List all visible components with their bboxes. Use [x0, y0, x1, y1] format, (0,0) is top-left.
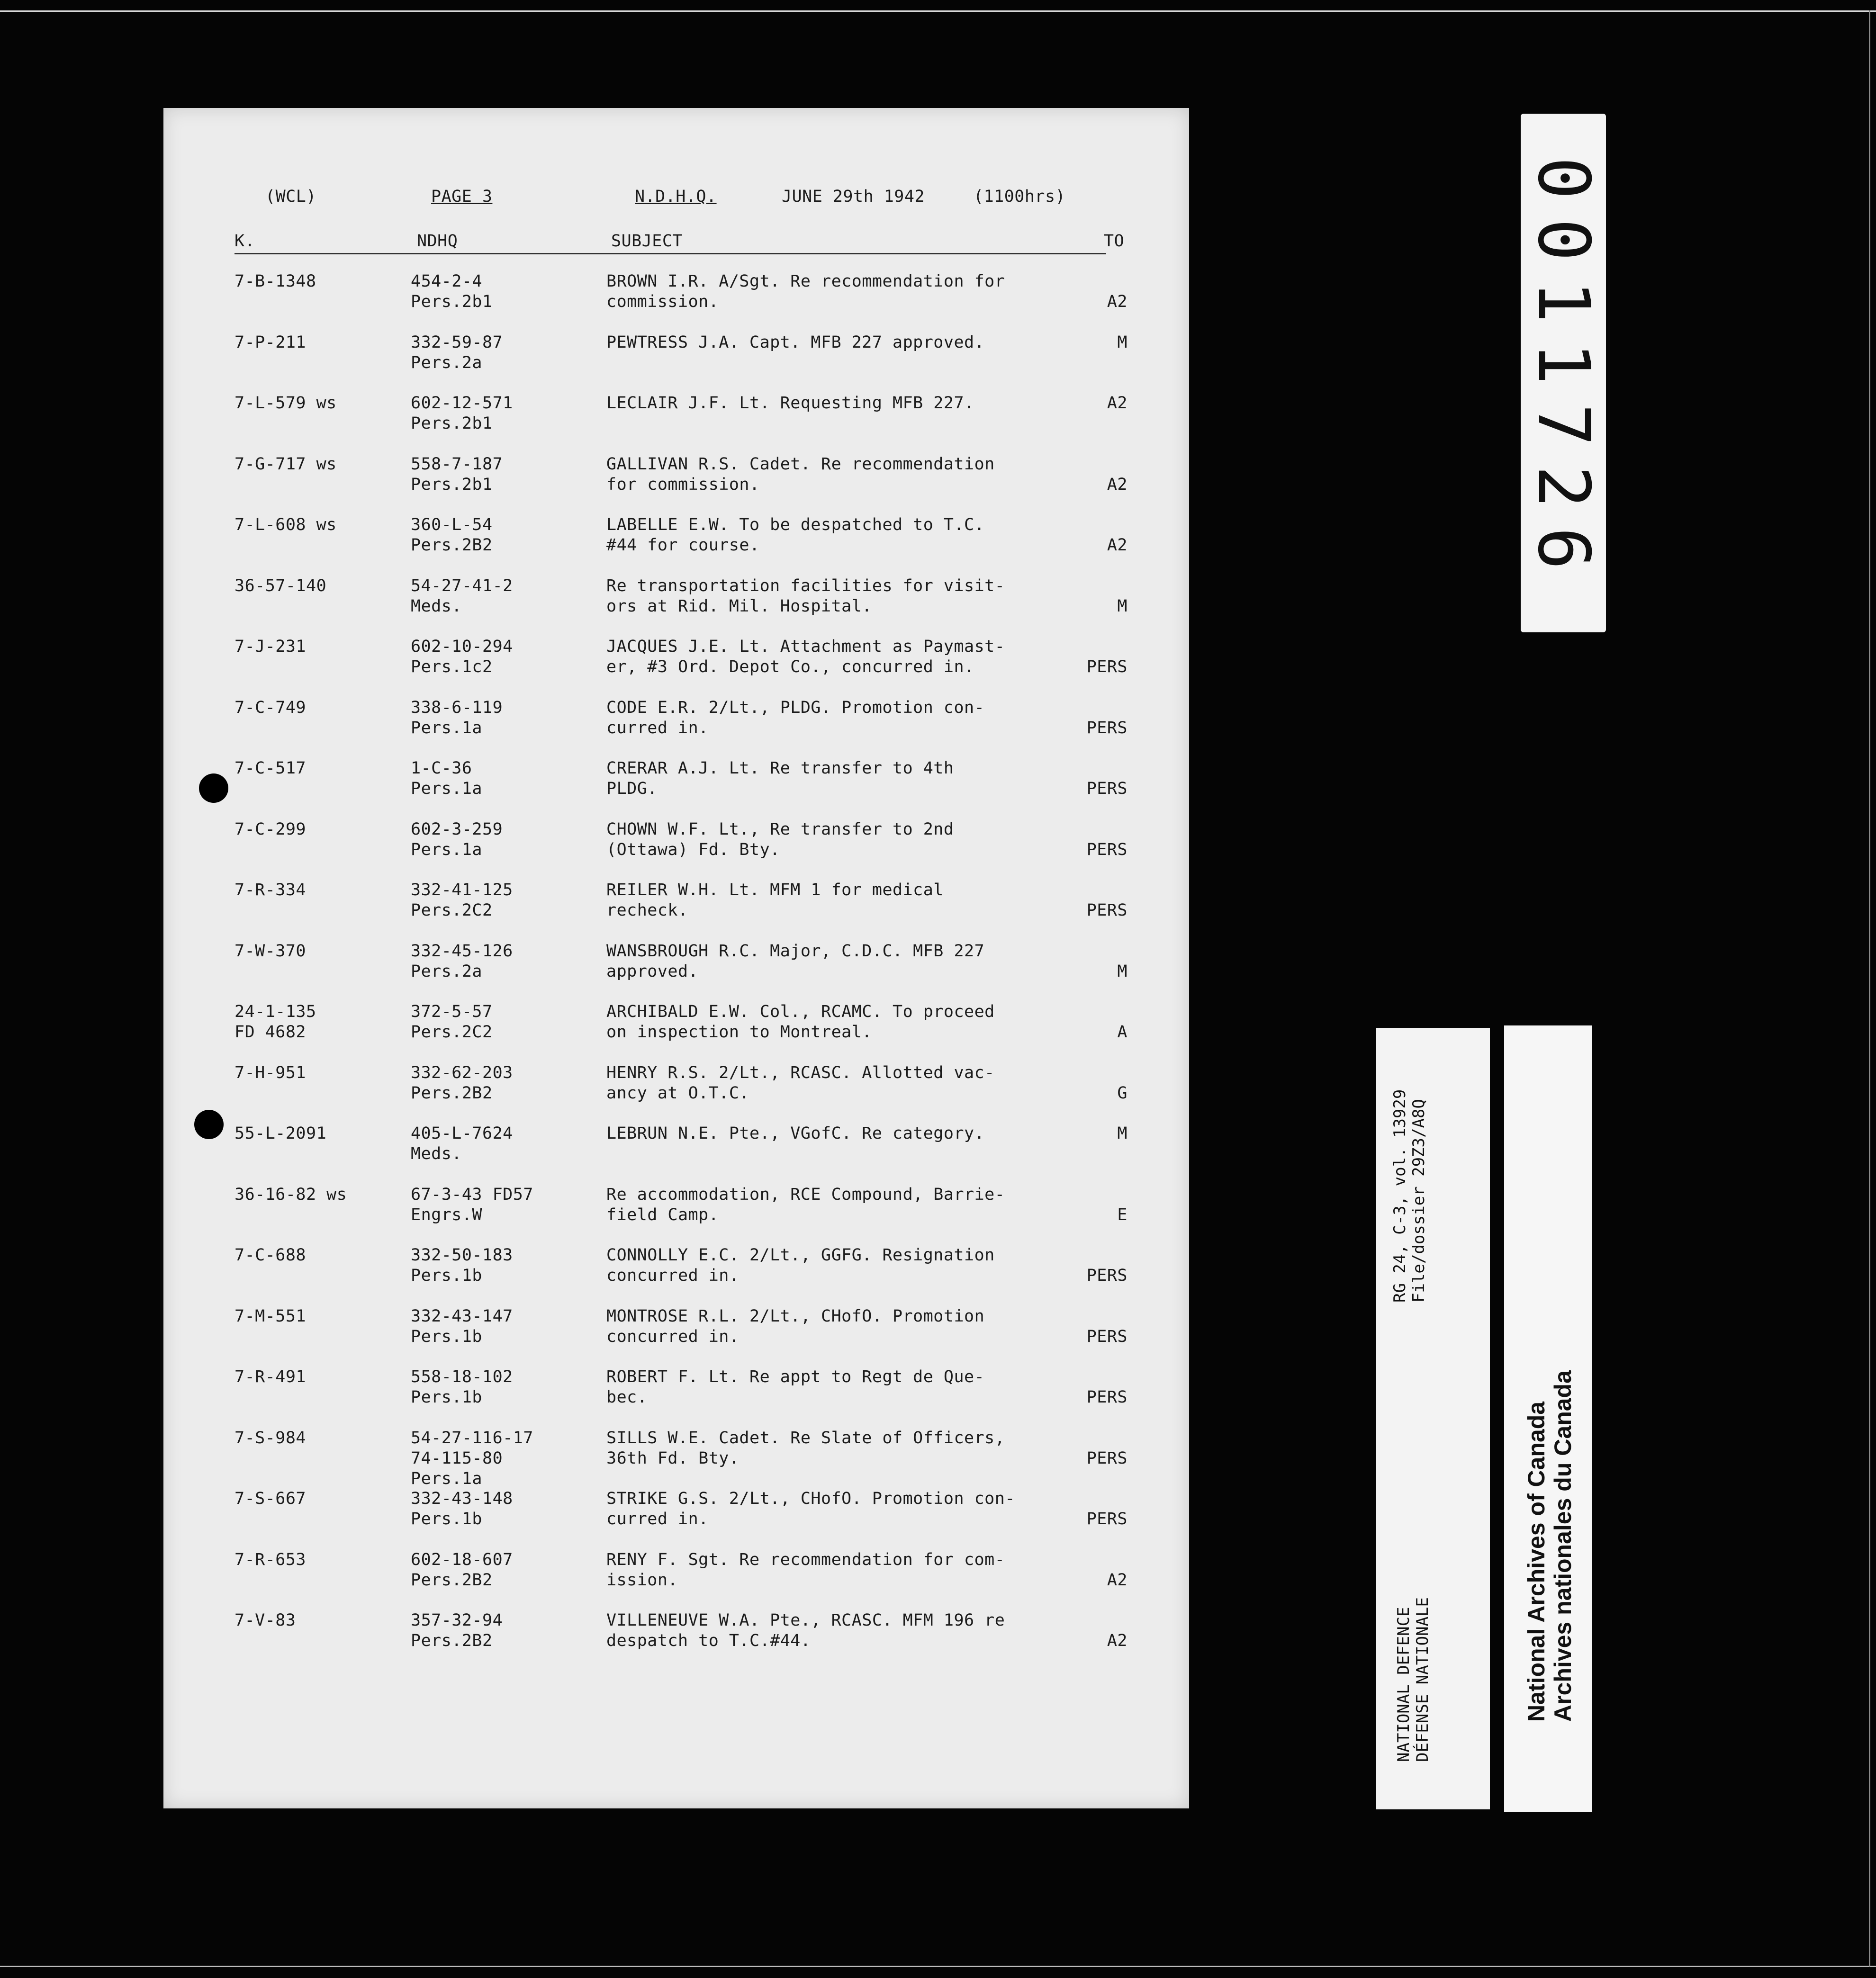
k-number-line: 7-R-334	[234, 881, 307, 899]
ndhq-file-line: Meds.	[411, 597, 462, 616]
subject-text	[606, 393, 1118, 414]
subject-text-line: CODE E.R. 2/Lt., PLDG. Promotion con-	[606, 698, 985, 717]
frame-border-right	[1869, 10, 1870, 1967]
k-number	[234, 1367, 405, 1387]
routing-to: PERS	[1086, 1388, 1127, 1407]
routing-to: PERS	[1086, 1510, 1127, 1528]
subject-text-line: er, #3 Ord. Depot Co., concurred in.	[606, 657, 974, 676]
ndhq-file-line: Pers.2a	[411, 962, 483, 981]
routing-to: A2	[1107, 1571, 1127, 1590]
ndhq-file	[411, 1306, 610, 1347]
ndhq-file	[411, 819, 610, 860]
k-number-line: 7-S-984	[234, 1429, 307, 1448]
routing-to: A2	[1107, 475, 1127, 494]
k-number	[234, 880, 405, 900]
routing-to: PERS	[1086, 840, 1127, 859]
subject-text-line: LECLAIR J.F. Lt. Requesting MFB 227.	[606, 394, 974, 413]
k-number	[234, 1610, 405, 1631]
subject-text-line: on inspection to Montreal.	[606, 1023, 872, 1042]
routing-to: A2	[1107, 394, 1127, 413]
header-time: (1100hrs)	[974, 187, 1066, 206]
k-number	[234, 1489, 405, 1509]
subject-text	[606, 271, 1118, 312]
ndhq-file-line: 602-3-259	[411, 820, 503, 839]
header-office: N.D.H.Q.	[635, 187, 717, 206]
ndhq-file-line: Pers.1b	[411, 1388, 483, 1407]
archives-line: National Archives of Canada	[1523, 1401, 1550, 1722]
k-number-line: 7-W-370	[234, 942, 307, 961]
k-number-line: 36-57-140	[234, 576, 327, 595]
k-number	[234, 393, 405, 414]
ndhq-file-line: 558-18-102	[411, 1367, 513, 1386]
header-code: (WCL)	[265, 187, 316, 206]
k-number-line: 7-S-667	[234, 1489, 307, 1508]
k-number	[234, 1550, 405, 1570]
ndhq-file-line: Pers.2a	[411, 353, 483, 372]
archives-line: Archives nationales du Canada	[1550, 1370, 1576, 1722]
subject-text-line: concurred in.	[606, 1327, 740, 1346]
k-number	[234, 333, 405, 353]
subject-text	[606, 1428, 1118, 1469]
subject-text	[606, 758, 1118, 799]
subject-text-line: Re transportation facilities for visit-	[606, 576, 1005, 595]
ndhq-file-line: Pers.1b	[411, 1510, 483, 1528]
subject-text-line: RENY F. Sgt. Re recommendation for com-	[606, 1550, 1005, 1569]
subject-text-line: REILER W.H. Lt. MFM 1 for medical	[606, 881, 944, 899]
k-number-line: FD 4682	[234, 1023, 307, 1042]
k-number	[234, 1063, 405, 1083]
subject-text-line: LEBRUN N.E. Pte., VGofC. Re category.	[606, 1124, 985, 1143]
ndhq-file-line: 360-L-54	[411, 515, 493, 534]
ndhq-file-line: Meds.	[411, 1144, 462, 1163]
ndhq-file-line: 332-45-126	[411, 942, 513, 961]
subject-text	[606, 1489, 1118, 1529]
reference-line: RG 24, C-3, vol. 13929	[1390, 1089, 1409, 1303]
k-number	[234, 698, 405, 718]
subject-text-line: (Ottawa) Fd. Bty.	[606, 840, 780, 859]
department-line: DÉFENSE NATIONALE	[1413, 1597, 1432, 1762]
subject-text	[606, 1367, 1118, 1408]
ndhq-file-line: 332-59-87	[411, 333, 503, 352]
routing-to: PERS	[1086, 1266, 1127, 1285]
ndhq-file	[411, 698, 610, 738]
k-number-line: 7-P-211	[234, 333, 307, 352]
ndhq-file	[411, 454, 610, 495]
k-number-line: 7-C-688	[234, 1246, 307, 1265]
routing-to: M	[1117, 597, 1127, 616]
subject-text-line: HENRY R.S. 2/Lt., RCASC. Allotted vac-	[606, 1063, 995, 1082]
k-number-line: 7-R-653	[234, 1550, 307, 1569]
department-name	[1394, 1597, 1432, 1762]
frame-border-bottom	[0, 1966, 1876, 1967]
ndhq-file-line: Pers.1c2	[411, 657, 493, 676]
subject-text-line: field Camp.	[606, 1205, 719, 1224]
subject-text	[606, 576, 1118, 617]
ndhq-file	[411, 941, 610, 982]
subject-text-line: CHOWN W.F. Lt., Re transfer to 2nd	[606, 820, 954, 839]
ndhq-file	[411, 637, 610, 677]
ndhq-file-line: 1-C-36	[411, 759, 472, 778]
subject-text	[606, 333, 1118, 353]
ndhq-file-line: Pers.2b1	[411, 414, 493, 433]
ndhq-file	[411, 880, 610, 921]
ndhq-file	[411, 576, 610, 617]
ndhq-file-line: 74-115-80	[411, 1449, 503, 1468]
punch-hole	[194, 1110, 224, 1139]
routing-to: PERS	[1086, 657, 1127, 676]
subject-text	[606, 1124, 1118, 1144]
ndhq-file-line: 372-5-57	[411, 1002, 493, 1021]
k-number-line: 7-C-749	[234, 698, 307, 717]
k-number	[234, 1185, 405, 1205]
ndhq-file	[411, 1367, 610, 1408]
ndhq-file	[411, 515, 610, 556]
ndhq-file-line: 602-10-294	[411, 637, 513, 656]
subject-text-line: BROWN I.R. A/Sgt. Re recommendation for	[606, 272, 1005, 291]
subject-text	[606, 1550, 1118, 1591]
routing-to: PERS	[1086, 779, 1127, 798]
subject-text-line: for commission.	[606, 475, 760, 494]
subject-text-line: curred in.	[606, 1510, 709, 1528]
k-number-line: 24-1-135	[234, 1002, 316, 1021]
subject-text-line: LABELLE E.W. To be despatched to T.C.	[606, 515, 985, 534]
ndhq-file-line: Pers.2B2	[411, 1571, 493, 1590]
routing-to: A	[1117, 1023, 1127, 1042]
subject-text	[606, 941, 1118, 982]
subject-text	[606, 1002, 1118, 1043]
ndhq-file-line: 338-6-119	[411, 698, 503, 717]
k-number-line: 7-J-231	[234, 637, 307, 656]
subject-text-line: GALLIVAN R.S. Cadet. Re recommendation	[606, 455, 995, 474]
ndhq-file	[411, 1063, 610, 1104]
subject-text	[606, 880, 1118, 921]
subject-text	[606, 1306, 1118, 1347]
ndhq-file	[411, 1489, 610, 1529]
ndhq-file	[411, 1124, 610, 1164]
subject-text	[606, 1063, 1118, 1104]
subject-text-line: JACQUES J.E. Lt. Attachment as Paymast-	[606, 637, 1005, 656]
archive-reference	[1390, 1089, 1428, 1303]
routing-to: PERS	[1086, 1449, 1127, 1468]
routing-to: G	[1117, 1084, 1127, 1103]
header-page-number: PAGE 3	[431, 187, 493, 206]
reference-line: File/dossier 29Z3/A8Q	[1409, 1099, 1428, 1303]
ndhq-file-line: Pers.2B2	[411, 536, 493, 555]
ndhq-file	[411, 333, 610, 373]
ndhq-file-line: Pers.2B2	[411, 1631, 493, 1650]
subject-text-line: ors at Rid. Mil. Hospital.	[606, 597, 872, 616]
k-number	[234, 515, 405, 535]
subject-text-line: Re accommodation, RCE Compound, Barrie-	[606, 1185, 1005, 1204]
k-number-line: 7-G-717 ws	[234, 455, 337, 474]
subject-text	[606, 1610, 1118, 1651]
ndhq-file-line: 332-43-148	[411, 1489, 513, 1508]
k-number	[234, 576, 405, 596]
subject-text	[606, 819, 1118, 860]
k-number	[234, 1428, 405, 1448]
subject-text-line: ancy at O.T.C.	[606, 1084, 750, 1103]
ndhq-file	[411, 1610, 610, 1651]
ndhq-file	[411, 1245, 610, 1286]
routing-to: E	[1117, 1205, 1127, 1224]
column-header-k: K.	[234, 232, 255, 251]
k-number	[234, 941, 405, 962]
ndhq-file-line: 332-43-147	[411, 1307, 513, 1326]
ndhq-file	[411, 758, 610, 799]
subject-text-line: CRERAR A.J. Lt. Re transfer to 4th	[606, 759, 954, 778]
ndhq-file	[411, 1550, 610, 1591]
subject-text	[606, 637, 1118, 677]
ndhq-file-line: Pers.2b1	[411, 292, 493, 311]
ndhq-file-line: 54-27-116-17	[411, 1429, 533, 1448]
ndhq-file-line: 405-L-7624	[411, 1124, 513, 1143]
subject-text-line: VILLENEUVE W.A. Pte., RCASC. MFM 196 re	[606, 1611, 1005, 1630]
subject-text	[606, 1245, 1118, 1286]
subject-text	[606, 454, 1118, 495]
ndhq-file-line: Engrs.W	[411, 1205, 483, 1224]
routing-to: PERS	[1086, 719, 1127, 737]
ndhq-file-line: 54-27-41-2	[411, 576, 513, 595]
archives-name	[1523, 1370, 1576, 1722]
typed-register-page	[163, 108, 1189, 1808]
subject-text-line: 36th Fd. Bty.	[606, 1449, 740, 1468]
subject-text-line: approved.	[606, 962, 699, 981]
ndhq-file-line: 332-41-125	[411, 881, 513, 899]
ndhq-file-line: Pers.2C2	[411, 901, 493, 920]
k-number	[234, 454, 405, 475]
column-header-subject: SUBJECT	[611, 232, 683, 251]
subject-text-line: ARCHIBALD E.W. Col., RCAMC. To proceed	[606, 1002, 995, 1021]
k-number-line: 7-B-1348	[234, 272, 316, 291]
column-header-ndhq: NDHQ	[417, 232, 458, 251]
k-number-line: 7-L-579 ws	[234, 394, 337, 413]
ndhq-file-line: Pers.1b	[411, 1266, 483, 1285]
register-entries	[163, 108, 1189, 1808]
routing-to: PERS	[1086, 901, 1127, 920]
k-number	[234, 271, 405, 292]
ndhq-file-line: Pers.1a	[411, 719, 483, 737]
subject-text-line: #44 for course.	[606, 536, 760, 555]
ndhq-file-line: 67-3-43 FD57	[411, 1185, 533, 1204]
frame-border-top	[0, 10, 1876, 12]
subject-text-line: WANSBROUGH R.C. Major, C.D.C. MFB 227	[606, 942, 985, 961]
punch-hole	[199, 773, 228, 803]
routing-to: M	[1117, 333, 1127, 352]
subject-text	[606, 698, 1118, 738]
k-number	[234, 1124, 405, 1144]
k-number-line: 7-H-951	[234, 1063, 307, 1082]
routing-to: A2	[1107, 292, 1127, 311]
frame-number: 0011726	[1522, 156, 1605, 589]
k-number	[234, 1245, 405, 1266]
ndhq-file	[411, 393, 610, 434]
ndhq-file-line: Pers.1a	[411, 779, 483, 798]
ndhq-file-line: 602-18-607	[411, 1550, 513, 1569]
subject-text-line: MONTROSE R.L. 2/Lt., CHofO. Promotion	[606, 1307, 985, 1326]
k-number-line: 36-16-82 ws	[234, 1185, 347, 1204]
ndhq-file	[411, 1185, 610, 1225]
k-number	[234, 819, 405, 840]
ndhq-file-line: 602-12-571	[411, 394, 513, 413]
subject-text-line: recheck.	[606, 901, 688, 920]
frame-number-strip	[1521, 114, 1606, 632]
ndhq-file-line: Pers.1b	[411, 1327, 483, 1346]
archive-reference-label	[1376, 1028, 1490, 1809]
subject-text-line: STRIKE G.S. 2/Lt., CHofO. Promotion con-	[606, 1489, 1015, 1508]
subject-text-line: concurred in.	[606, 1266, 740, 1285]
ndhq-file-line: Pers.2b1	[411, 475, 493, 494]
k-number	[234, 1002, 405, 1043]
subject-text-line: despatch to T.C.#44.	[606, 1631, 811, 1650]
ndhq-file	[411, 1002, 610, 1043]
k-number-line: 7-C-517	[234, 759, 307, 778]
ndhq-file	[411, 1428, 610, 1489]
ndhq-file-line: 357-32-94	[411, 1611, 503, 1630]
k-number-line: 7-C-299	[234, 820, 307, 839]
ndhq-file	[411, 271, 610, 312]
ndhq-file-line: 332-62-203	[411, 1063, 513, 1082]
ndhq-file-line: Pers.2B2	[411, 1084, 493, 1103]
k-number-line: 55-L-2091	[234, 1124, 327, 1143]
header-date: JUNE 29th 1942	[782, 187, 925, 206]
routing-to: A2	[1107, 1631, 1127, 1650]
subject-text-line: SILLS W.E. Cadet. Re Slate of Officers,	[606, 1429, 1005, 1448]
subject-text-line: ission.	[606, 1571, 678, 1590]
k-number-line: 7-V-83	[234, 1611, 296, 1630]
ndhq-file-line: 454-2-4	[411, 272, 483, 291]
subject-text	[606, 515, 1118, 556]
routing-to: M	[1117, 962, 1127, 981]
ndhq-file-line: 558-7-187	[411, 455, 503, 474]
k-number	[234, 1306, 405, 1327]
subject-text	[606, 1185, 1118, 1225]
column-header-to: TO	[1104, 232, 1125, 251]
subject-text-line: commission.	[606, 292, 719, 311]
k-number	[234, 758, 405, 779]
ndhq-file-line: Pers.2C2	[411, 1023, 493, 1042]
subject-text-line: bec.	[606, 1388, 648, 1407]
k-number-line: 7-L-608 ws	[234, 515, 337, 534]
routing-to: A2	[1107, 536, 1127, 555]
ndhq-file-line: 332-50-183	[411, 1246, 513, 1265]
subject-text-line: ROBERT F. Lt. Re appt to Regt de Que-	[606, 1367, 985, 1386]
routing-to: M	[1117, 1124, 1127, 1143]
ndhq-file-line: Pers.1a	[411, 1469, 483, 1488]
k-number-line: 7-M-551	[234, 1307, 307, 1326]
subject-text-line: curred in.	[606, 719, 709, 737]
subject-text-line: PLDG.	[606, 779, 658, 798]
department-line: NATIONAL DEFENCE	[1394, 1607, 1413, 1762]
k-number-line: 7-R-491	[234, 1367, 307, 1386]
ndhq-file-line: Pers.1a	[411, 840, 483, 859]
subject-text-line: CONNOLLY E.C. 2/Lt., GGFG. Resignation	[606, 1246, 995, 1265]
k-number	[234, 637, 405, 657]
archives-logo-label	[1504, 1025, 1592, 1812]
routing-to: PERS	[1086, 1327, 1127, 1346]
subject-text-line: PEWTRESS J.A. Capt. MFB 227 approved.	[606, 333, 985, 352]
